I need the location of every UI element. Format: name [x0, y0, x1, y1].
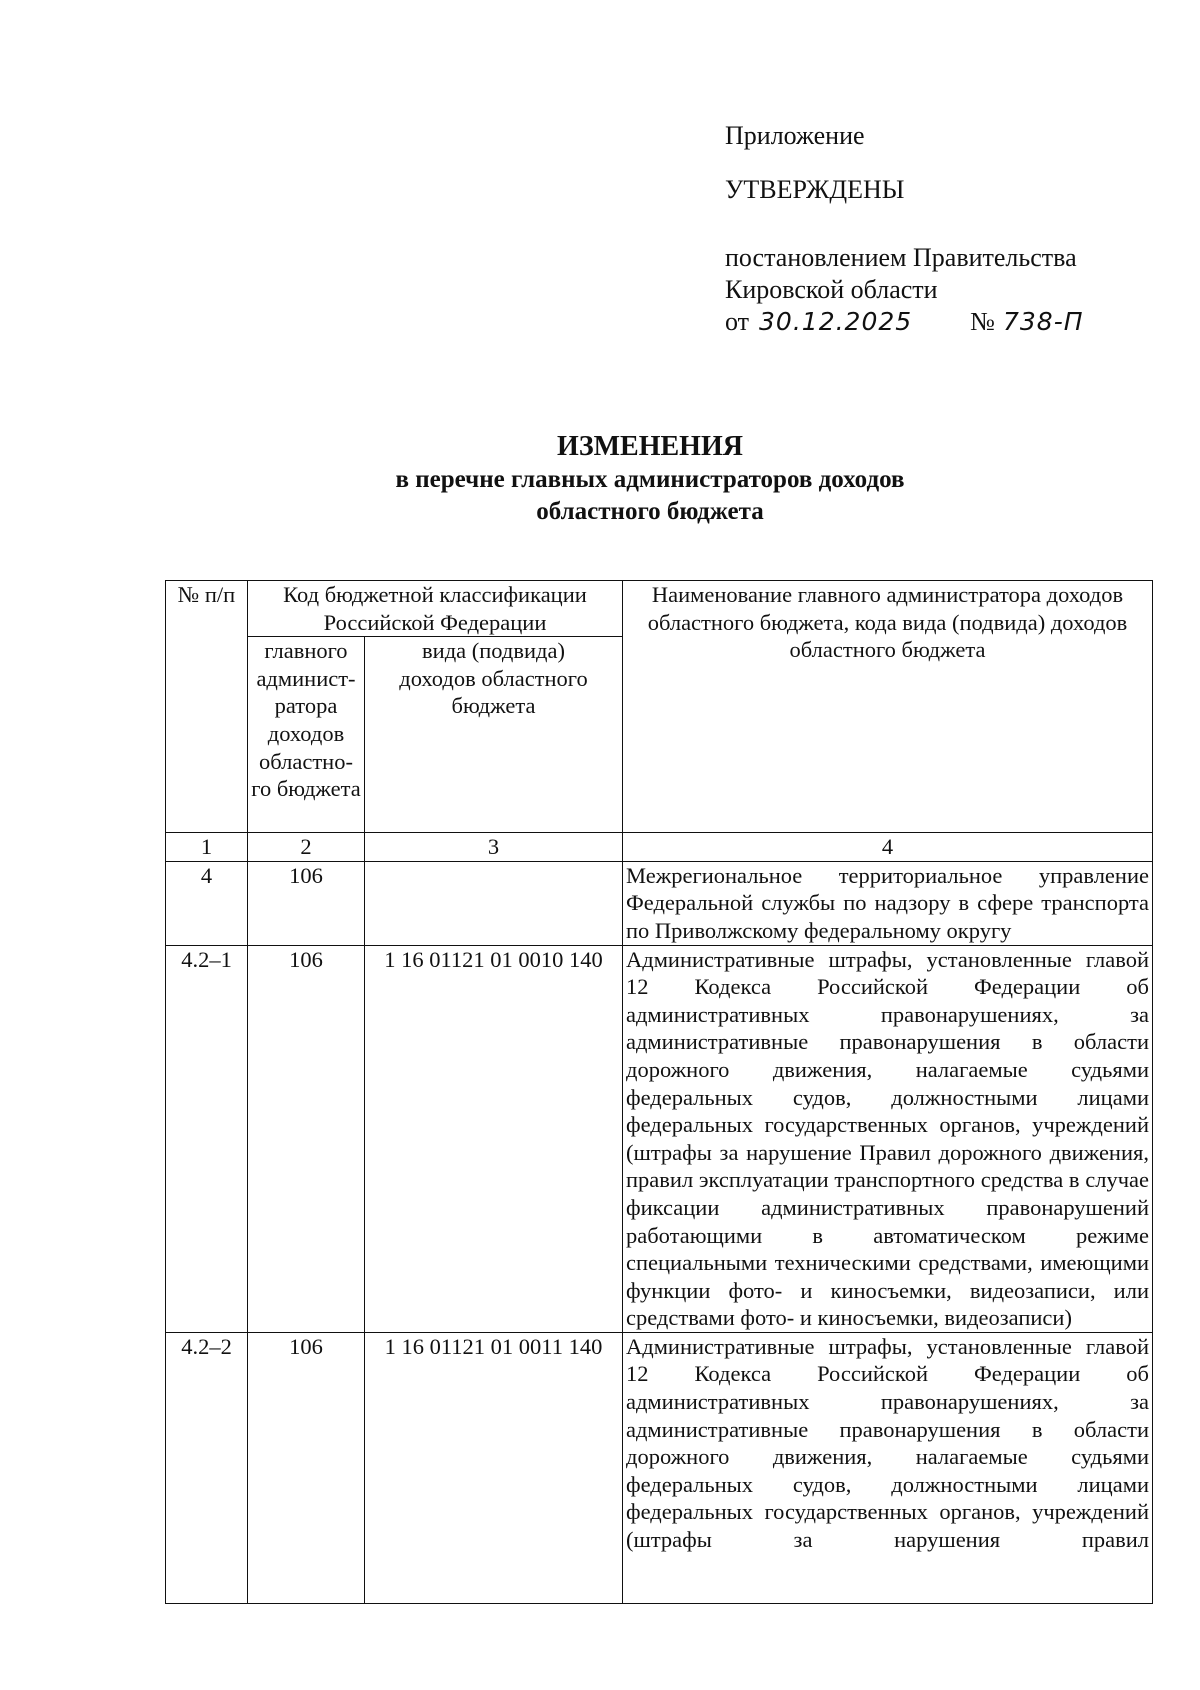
row-num: 4.2–1 — [166, 945, 248, 1332]
decree-date: 30.12.2025 — [759, 307, 913, 336]
row-admin: 106 — [248, 861, 365, 945]
header-admin-code: главного админист-ратора доходов областно-го бюджета — [248, 637, 365, 833]
header-num: № п/п — [166, 581, 248, 833]
col-number: 4 — [623, 833, 1153, 862]
row-code — [365, 861, 623, 945]
row-code: 1 16 01121 01 0010 140 — [365, 945, 623, 1332]
document-title — [0, 430, 1200, 528]
decree-date-number — [725, 306, 1145, 338]
title-main: ИЗМЕНЕНИЯ — [557, 431, 743, 462]
decree-line-2: Кировской области — [725, 275, 938, 304]
decree-number: 738-П — [1002, 307, 1084, 336]
title-sub-2: областного бюджета — [536, 498, 764, 525]
approval-block — [725, 120, 1145, 338]
row-admin: 106 — [248, 945, 365, 1332]
administrators-table — [165, 580, 1153, 1604]
header-row-1 — [166, 581, 1153, 637]
appendix-label: Приложение — [725, 121, 865, 150]
row-num: 4.2–2 — [166, 1332, 248, 1603]
col-number: 2 — [248, 833, 365, 862]
header-income-code: вида (подвида) доходов областного бюджета — [365, 637, 623, 833]
col-number: 3 — [365, 833, 623, 862]
row-num: 4 — [166, 861, 248, 945]
header-code-group: Код бюджетной классификации Российской Федерации — [248, 581, 623, 637]
from-label: от — [725, 307, 750, 336]
row-admin: 106 — [248, 1332, 365, 1603]
row-text: Административные штрафы, установленные главой 12 Кодекса Российской Федерации об административных правонарушениях, за административные правонарушения в области дорожного движения, налагаемые судьями федеральных судов, должностными лицами федеральных государственных органов, учреждений (штрафы за нарушение Правил дорожного движения, правил эксплуатации транспортного средства в случае фиксации административных правонарушений работающими в автоматическом режиме специальными техническими средствами, имеющими функции фото- и киносъемки, видеозаписи, или средствами фото- и киносъемки, видеозаписи) — [623, 945, 1153, 1332]
title-sub-1: в перечне главных администраторов доходов — [395, 466, 905, 493]
row-code: 1 16 01121 01 0011 140 — [365, 1332, 623, 1603]
decree-line-1: постановлением Правительства — [725, 243, 1077, 272]
row-text: Административные штрафы, установленные главой 12 Кодекса Российской Федерации об административных правонарушениях, за административные правонарушения в области дорожного движения, налагаемые судьями федеральных судов, должностными лицами федеральных государственных органов, учреждений (штрафы за нарушения правил — [626, 1333, 1149, 1553]
col-number: 1 — [166, 833, 248, 862]
row-text: Межрегиональное территориальное управление Федеральной службы по надзору в сфере транспорта по Приволжскому федеральному округу — [623, 861, 1153, 945]
row-text-cell — [623, 1332, 1153, 1603]
column-numbers-row — [166, 833, 1153, 862]
table-row — [166, 861, 1153, 945]
number-label: № — [970, 307, 995, 336]
table-row — [166, 1332, 1153, 1603]
approved-label: УТВЕРЖДЕНЫ — [725, 175, 905, 204]
table-row — [166, 945, 1153, 1332]
header-name: Наименование главного администратора доходов областного бюджета, кода вида (подвида) доходов областного бюджета — [623, 581, 1153, 833]
